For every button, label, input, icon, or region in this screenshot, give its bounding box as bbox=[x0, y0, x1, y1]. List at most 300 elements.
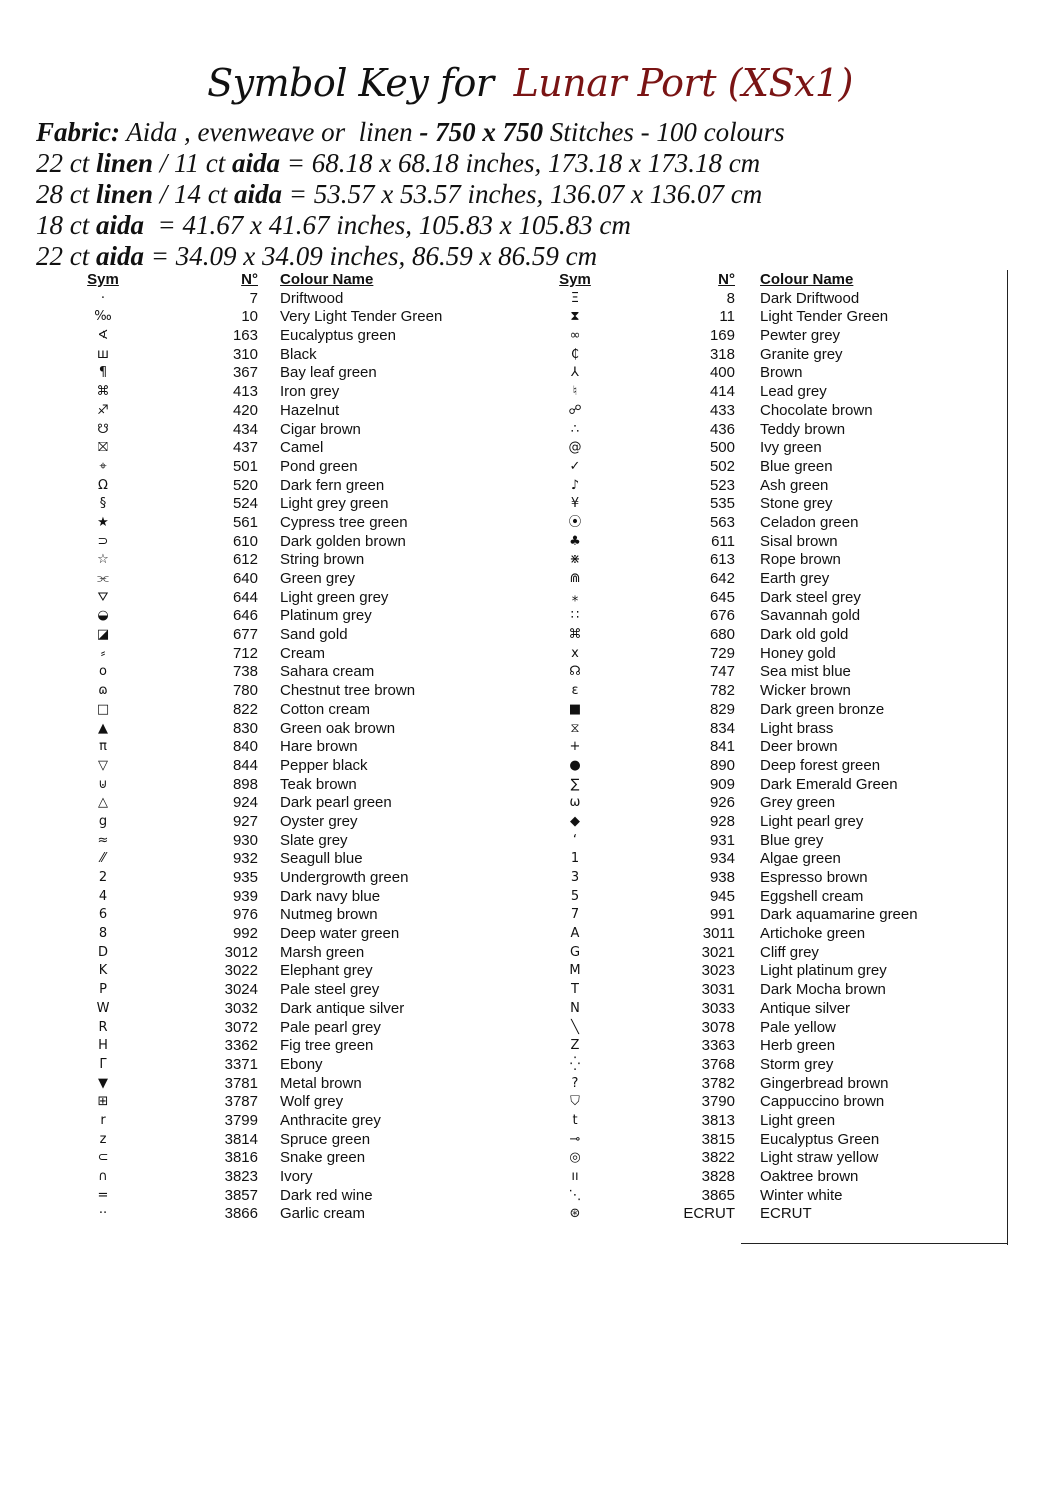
symbol-icon: ⁄⁄ bbox=[100, 851, 106, 867]
colour-name: Driftwood bbox=[280, 289, 344, 307]
symbol-icon: ╲ bbox=[571, 1019, 579, 1035]
colour-number: 3782 bbox=[701, 1074, 735, 1092]
symbol-icon: ⧗ bbox=[570, 309, 580, 325]
colour-number: 437 bbox=[232, 439, 258, 457]
colour-name: Metal brown bbox=[280, 1074, 362, 1092]
symbol-icon: ⌘ bbox=[96, 384, 110, 400]
colour-name: Light Tender Green bbox=[760, 308, 889, 326]
colour-number: 3857 bbox=[224, 1186, 258, 1204]
symbol-icon: ⋱ bbox=[568, 1187, 582, 1203]
size-count: / 11 ct bbox=[153, 148, 233, 178]
colour-name: Green grey bbox=[280, 570, 356, 587]
colour-number: 780 bbox=[232, 682, 258, 700]
colour-name: Nutmeg brown bbox=[280, 906, 378, 924]
colour-number: 3799 bbox=[224, 1111, 258, 1129]
colour-name: ECRUT bbox=[760, 1205, 812, 1223]
colour-number: 3813 bbox=[701, 1111, 735, 1129]
size-dimensions: = 53.57 x 53.57 inches, 136.07 x 136.07 cm bbox=[282, 179, 763, 209]
colour-name: Granite grey bbox=[760, 345, 843, 363]
symbol-icon: ⸗ bbox=[100, 645, 106, 661]
colour-name: Dark golden brown bbox=[280, 532, 406, 550]
colour-number: 642 bbox=[709, 570, 735, 587]
symbol-icon: ☆ bbox=[97, 552, 109, 568]
colour-number: 612 bbox=[232, 551, 258, 569]
colour-name: Dark antique silver bbox=[280, 999, 405, 1017]
symbol-icon: ⊍ bbox=[98, 776, 108, 792]
symbol-icon: ⌖ bbox=[99, 458, 107, 474]
colour-number: 3781 bbox=[224, 1074, 258, 1092]
colour-name: Pale steel grey bbox=[280, 981, 380, 999]
stitch-count: - 750 x 750 bbox=[419, 117, 544, 147]
size-fabric: aida bbox=[96, 210, 145, 240]
symbol-icon: H bbox=[98, 1038, 108, 1054]
symbol-icon: ∑ bbox=[570, 776, 580, 792]
colour-name: Winter white bbox=[760, 1186, 843, 1204]
symbol-icon: N bbox=[570, 1000, 580, 1016]
colour-number: 931 bbox=[709, 831, 735, 849]
fabric-label: Fabric: bbox=[36, 117, 120, 147]
size-dimensions: = 41.67 x 41.67 inches, 105.83 x 105.83 cm bbox=[144, 210, 631, 240]
colour-name: Teak brown bbox=[280, 775, 357, 793]
symbol-icon: ▽ bbox=[98, 757, 108, 773]
symbol-icon: ‘ bbox=[572, 832, 578, 848]
colour-name: Savannah gold bbox=[760, 607, 861, 625]
colour-number: 561 bbox=[232, 513, 258, 531]
colour-name: Cappuccino brown bbox=[760, 1093, 885, 1111]
colour-name: Iron grey bbox=[280, 383, 340, 401]
colour-number: 3362 bbox=[224, 1037, 258, 1055]
header-number: N° bbox=[241, 271, 258, 288]
colour-number: 738 bbox=[232, 663, 258, 681]
colour-name: Dark fern green bbox=[280, 476, 385, 494]
symbol-icon: △ bbox=[98, 795, 108, 811]
symbol-icon: ♪ bbox=[570, 477, 580, 493]
symbol-icon: K bbox=[98, 963, 108, 979]
colour-number: 502 bbox=[709, 457, 735, 475]
symbol-icon: ω bbox=[569, 795, 581, 811]
size-count: 22 ct bbox=[36, 241, 96, 271]
colour-number: 3787 bbox=[224, 1093, 258, 1111]
page-title bbox=[0, 58, 1060, 108]
colour-number: 367 bbox=[232, 364, 258, 382]
colour-number: 640 bbox=[232, 570, 258, 587]
symbol-icon: ■ bbox=[568, 701, 582, 717]
colour-number: 3865 bbox=[701, 1186, 735, 1204]
colour-number: 930 bbox=[232, 831, 258, 849]
symbol-icon: ⛉ bbox=[570, 1094, 580, 1110]
colour-number: 844 bbox=[232, 756, 258, 774]
colour-name: Chestnut tree brown bbox=[280, 682, 416, 700]
symbol-icon: ♣ bbox=[569, 533, 581, 549]
colour-name: Eucalyptus green bbox=[280, 327, 396, 345]
symbol-icon: x bbox=[571, 645, 579, 661]
colour-name: Chocolate brown bbox=[760, 401, 873, 419]
symbol-icon: t bbox=[572, 1112, 578, 1128]
colour-number: 3371 bbox=[224, 1055, 258, 1073]
symbol-icon: ‰ bbox=[94, 309, 112, 325]
symbol-icon: ☋ bbox=[97, 421, 109, 437]
symbol-icon: ·· bbox=[98, 1206, 108, 1222]
colour-number: 3022 bbox=[224, 962, 258, 980]
colour-number: 3011 bbox=[702, 925, 735, 943]
header-colour-name: Colour Name bbox=[760, 271, 854, 288]
colour-number: 11 bbox=[719, 308, 735, 326]
colour-number: 3024 bbox=[224, 981, 258, 999]
size-count: / 14 ct bbox=[153, 179, 235, 209]
colour-name: Cypress tree green bbox=[280, 513, 408, 531]
symbol-icon: ⊂ bbox=[97, 1150, 109, 1166]
colour-name: Ivory bbox=[280, 1168, 313, 1185]
size-fabric: aida bbox=[234, 179, 283, 209]
colour-number: 898 bbox=[232, 775, 258, 793]
symbol-icon: ⛛ bbox=[97, 589, 109, 605]
pattern-name: Lunar Port (XSx1) bbox=[513, 61, 853, 105]
symbol-icon: ⦿ bbox=[568, 514, 582, 530]
symbol-icon: ★ bbox=[97, 514, 109, 530]
colour-name: Oyster grey bbox=[280, 812, 358, 830]
colour-number: 433 bbox=[709, 401, 735, 419]
size-line-22-linen bbox=[36, 148, 785, 179]
colour-name: Oaktree brown bbox=[760, 1168, 859, 1185]
colour-name: Hare brown bbox=[280, 738, 358, 756]
symbol-icon: ш bbox=[97, 346, 109, 362]
header-number: N° bbox=[718, 271, 735, 288]
symbol-icon: ¶ bbox=[98, 365, 108, 381]
colour-number: 535 bbox=[709, 495, 735, 513]
colour-name: Platinum grey bbox=[280, 607, 372, 625]
colour-number: 841 bbox=[709, 738, 735, 756]
symbol-icon: ⊞ bbox=[97, 1094, 109, 1110]
colour-number: 400 bbox=[709, 364, 735, 382]
symbol-icon: Ω bbox=[98, 477, 108, 493]
symbol-icon: r bbox=[100, 1112, 106, 1128]
colour-name: Dark pearl green bbox=[280, 794, 392, 812]
symbol-icon: ∢ bbox=[97, 328, 109, 344]
symbol-icon: ☊ bbox=[569, 664, 581, 680]
fabric-info bbox=[36, 117, 785, 272]
colour-number: 676 bbox=[709, 607, 735, 625]
colour-number: 520 bbox=[232, 476, 258, 494]
colour-number: 3814 bbox=[224, 1130, 258, 1148]
symbol-icon: ⁎ bbox=[571, 589, 579, 605]
colour-name: Gingerbread brown bbox=[760, 1074, 889, 1092]
colour-number: 829 bbox=[709, 700, 735, 718]
colour-name: Light platinum grey bbox=[760, 962, 887, 980]
symbol-icon: ♮ bbox=[572, 384, 578, 400]
colour-number: 318 bbox=[709, 345, 735, 363]
colour-number: 3021 bbox=[701, 943, 735, 961]
symbol-icon: ∷ bbox=[570, 608, 580, 624]
colour-number: 3815 bbox=[701, 1130, 735, 1148]
symbol-icon: ☍ bbox=[568, 402, 582, 418]
colour-number: 729 bbox=[709, 644, 735, 662]
colour-name: Blue green bbox=[760, 457, 833, 475]
size-line-28-linen bbox=[36, 179, 785, 210]
symbol-icon: ⛝ bbox=[98, 440, 108, 456]
colour-name: Stone grey bbox=[760, 495, 833, 513]
symbol-icon: ♐ bbox=[97, 402, 109, 418]
colour-name: Sand gold bbox=[280, 626, 348, 644]
colour-name: Pale yellow bbox=[760, 1018, 836, 1036]
symbol-icon: 1 bbox=[570, 851, 580, 867]
colour-number: ECRUT bbox=[683, 1205, 735, 1223]
symbol-icon: ◆ bbox=[570, 813, 580, 829]
colour-number: 501 bbox=[232, 457, 258, 475]
symbol-icon: P bbox=[99, 982, 107, 998]
symbol-icon: ≈ bbox=[97, 832, 109, 848]
colour-name: Green oak brown bbox=[280, 719, 396, 737]
colour-name: Pale pearl grey bbox=[280, 1018, 381, 1036]
colour-number: 3790 bbox=[701, 1093, 735, 1111]
colour-name: Light pearl grey bbox=[760, 812, 864, 830]
symbol-icon: ⋒ bbox=[569, 571, 581, 586]
colour-number: 3072 bbox=[224, 1018, 258, 1036]
colour-name: Lead grey bbox=[760, 383, 827, 401]
size-dimensions: = 34.09 x 34.09 inches, 86.59 x 86.59 cm bbox=[144, 241, 598, 271]
colour-name: Snake green bbox=[280, 1149, 366, 1167]
symbol-icon: ⊛ bbox=[569, 1206, 581, 1222]
colour-name: Grey green bbox=[760, 794, 836, 812]
colour-number: 945 bbox=[709, 887, 735, 905]
colour-name: Ivy green bbox=[760, 439, 822, 457]
symbol-icon: ∩ bbox=[98, 1169, 108, 1184]
colour-number: 782 bbox=[709, 682, 735, 700]
colour-number: 909 bbox=[709, 775, 735, 793]
symbol-icon: ⊃ bbox=[97, 533, 109, 549]
symbol-icon: ◒ bbox=[97, 608, 109, 624]
colour-name: Light grey green bbox=[280, 495, 389, 513]
symbol-icon: @ bbox=[568, 440, 582, 456]
size-fabric: aida bbox=[96, 241, 145, 271]
colour-number: 8 bbox=[726, 289, 735, 307]
colour-name: Cream bbox=[280, 644, 326, 662]
colour-name: Pepper black bbox=[280, 756, 368, 774]
colour-number: 822 bbox=[232, 700, 258, 718]
symbol-icon: ◪ bbox=[96, 627, 110, 643]
colour-number: 434 bbox=[232, 420, 258, 438]
symbol-icon: Z bbox=[570, 1038, 580, 1054]
colour-name: Elephant grey bbox=[280, 962, 373, 980]
colour-name: Camel bbox=[280, 439, 324, 457]
colour-number: 932 bbox=[232, 850, 258, 868]
symbol-icon: ? bbox=[571, 1075, 579, 1091]
symbol-icon: ⅄ bbox=[571, 365, 579, 381]
header-sym: Sym bbox=[559, 271, 591, 288]
colour-number: 677 bbox=[232, 626, 258, 644]
colour-number: 830 bbox=[232, 719, 258, 737]
colour-number: 646 bbox=[232, 607, 258, 625]
colour-name: Light green grey bbox=[280, 588, 389, 606]
symbol-icon: M bbox=[569, 963, 581, 979]
symbol-icon: ɷ bbox=[98, 683, 108, 699]
colour-number: 10 bbox=[241, 308, 258, 326]
colour-number: 939 bbox=[232, 887, 258, 905]
colour-name: Espresso brown bbox=[760, 869, 868, 886]
symbol-icon: · bbox=[100, 290, 106, 306]
symbol-icon: G bbox=[569, 944, 581, 960]
symbol-icon: ◎ bbox=[569, 1150, 581, 1166]
colour-number: 3866 bbox=[224, 1205, 258, 1223]
symbol-icon: ⊸ bbox=[569, 1131, 581, 1147]
colour-number: 935 bbox=[232, 869, 258, 886]
colour-number: 992 bbox=[232, 925, 258, 943]
colour-name: Light brass bbox=[760, 719, 834, 737]
colour-name: Dark old gold bbox=[760, 626, 849, 644]
colour-number: 645 bbox=[709, 588, 735, 606]
colour-number: 500 bbox=[709, 439, 735, 457]
colour-number: 3023 bbox=[701, 962, 735, 980]
colour-number: 3822 bbox=[701, 1149, 735, 1167]
colour-number: 613 bbox=[709, 551, 735, 569]
colour-number: 414 bbox=[709, 383, 735, 401]
symbol-icon: ⁛ bbox=[569, 1056, 581, 1072]
colour-number: 938 bbox=[709, 869, 735, 886]
size-count: 28 ct bbox=[36, 179, 96, 209]
colour-name: Dark green bronze bbox=[760, 700, 885, 718]
symbol-icon: 2 bbox=[98, 870, 108, 885]
colour-name: Undergrowth green bbox=[280, 869, 409, 886]
header-sym: Sym bbox=[87, 271, 119, 288]
symbol-icon: ▲ bbox=[98, 720, 108, 736]
colour-name: Dark Mocha brown bbox=[760, 981, 886, 999]
symbol-icon: ∴ bbox=[570, 421, 580, 437]
colour-number: 7 bbox=[249, 289, 258, 307]
colour-name: Dark red wine bbox=[280, 1186, 373, 1204]
colour-name: Storm grey bbox=[760, 1055, 834, 1073]
colour-name: Rope brown bbox=[760, 551, 841, 569]
size-line-18-aida bbox=[36, 210, 785, 241]
colour-name: Wolf grey bbox=[280, 1093, 344, 1111]
colour-name: Brown bbox=[760, 364, 803, 382]
symbol-icon: R bbox=[98, 1019, 108, 1035]
colour-number: 927 bbox=[232, 812, 258, 830]
colour-number: 524 bbox=[232, 495, 258, 513]
symbol-icon: □ bbox=[96, 701, 110, 717]
colour-number: 976 bbox=[232, 906, 258, 924]
table-bottom-border bbox=[741, 1243, 1008, 1244]
colour-name: Ebony bbox=[280, 1055, 323, 1073]
colour-number: 3032 bbox=[224, 999, 258, 1017]
colour-name: Artichoke green bbox=[760, 925, 866, 943]
colour-number: 747 bbox=[709, 663, 735, 681]
symbol-icon: D bbox=[97, 944, 108, 960]
colour-number: 834 bbox=[709, 719, 735, 737]
size-count: 22 ct bbox=[36, 148, 96, 178]
symbol-icon: ● bbox=[569, 757, 581, 773]
colour-number: 163 bbox=[232, 327, 258, 345]
colour-number: 3823 bbox=[224, 1168, 258, 1185]
colour-name: Teddy brown bbox=[760, 420, 846, 438]
symbol-icon: Ξ bbox=[570, 290, 580, 306]
colour-number: 644 bbox=[232, 588, 258, 606]
colour-name: Blue grey bbox=[760, 831, 824, 849]
colour-name: Anthracite grey bbox=[280, 1111, 381, 1129]
colour-number: 169 bbox=[709, 327, 735, 345]
symbol-icon: ✓ bbox=[569, 458, 581, 474]
symbol-icon: + bbox=[569, 739, 581, 755]
colour-name: Fig tree green bbox=[280, 1037, 374, 1055]
colour-number: 924 bbox=[232, 794, 258, 812]
symbol-icon: T bbox=[571, 982, 579, 998]
colour-name: Dark aquamarine green bbox=[760, 906, 918, 924]
colour-name: Deep water green bbox=[280, 925, 400, 943]
symbol-icon: W bbox=[96, 1000, 110, 1016]
colour-number: 413 bbox=[232, 383, 258, 401]
symbol-icon: ɛ bbox=[571, 683, 579, 699]
symbol-icon: = bbox=[97, 1187, 109, 1203]
fabric-types: Aida , evenweave or linen bbox=[120, 117, 420, 147]
colour-number: 3031 bbox=[701, 981, 735, 999]
colour-number: 840 bbox=[232, 738, 258, 756]
symbol-icon: g bbox=[98, 813, 108, 829]
symbol-icon: Γ bbox=[99, 1056, 107, 1072]
colour-name: Cliff grey bbox=[760, 943, 819, 961]
colour-name: Antique silver bbox=[760, 999, 851, 1017]
colour-name: Cotton cream bbox=[280, 700, 371, 718]
symbol-icon: 4 bbox=[98, 888, 108, 904]
colour-name: Dark Driftwood bbox=[760, 289, 860, 307]
colour-number: 928 bbox=[709, 812, 735, 830]
colour-name: Dark Emerald Green bbox=[760, 775, 898, 793]
size-count: 18 ct bbox=[36, 210, 96, 240]
colour-number: 436 bbox=[709, 420, 735, 438]
colour-name: Honey gold bbox=[760, 644, 836, 662]
symbol-icon: ¥ bbox=[570, 496, 580, 512]
colour-name: Cigar brown bbox=[280, 420, 361, 438]
colour-name: Sahara cream bbox=[280, 663, 375, 681]
size-line-22-aida bbox=[36, 241, 785, 272]
table-right-border bbox=[1007, 270, 1008, 1245]
symbol-icon: ⧖ bbox=[570, 720, 580, 736]
colour-name: Deep forest green bbox=[760, 756, 881, 774]
colour-name: Sea mist blue bbox=[760, 663, 851, 681]
colour-name: String brown bbox=[280, 551, 365, 569]
colour-name: Dark navy blue bbox=[280, 887, 381, 905]
colour-number: 926 bbox=[709, 794, 735, 812]
colour-number: 934 bbox=[709, 850, 735, 868]
colour-number: 3033 bbox=[701, 999, 735, 1017]
colour-name: Wicker brown bbox=[760, 682, 851, 700]
symbol-icon: 7 bbox=[570, 907, 580, 923]
colour-name: Herb green bbox=[760, 1037, 836, 1055]
colour-name: Slate grey bbox=[280, 831, 348, 849]
colour-name: Marsh green bbox=[280, 943, 365, 961]
colour-name: Sisal brown bbox=[760, 532, 838, 550]
symbol-icon: ▼ bbox=[98, 1075, 108, 1091]
colour-name: Algae green bbox=[760, 850, 841, 868]
colour-number: 890 bbox=[709, 756, 735, 774]
symbol-icon: o bbox=[99, 664, 107, 680]
symbol-icon: ⌘ bbox=[568, 627, 582, 643]
size-dimensions: = 68.18 x 68.18 inches, 173.18 x 173.18 cm bbox=[280, 148, 761, 178]
symbol-icon: § bbox=[99, 496, 107, 512]
title-prefix: Symbol Key for bbox=[207, 61, 494, 105]
colour-number: 3012 bbox=[224, 943, 258, 961]
colour-number: 3768 bbox=[701, 1055, 735, 1073]
symbol-icon: A bbox=[570, 926, 580, 942]
symbol-icon: 8 bbox=[98, 926, 108, 942]
colour-name: Black bbox=[280, 345, 317, 363]
symbol-icon: 3 bbox=[570, 870, 580, 885]
colour-name: Dark steel grey bbox=[760, 588, 861, 606]
colour-number: 991 bbox=[709, 906, 735, 924]
colour-number: 420 bbox=[232, 401, 258, 419]
colour-number: 712 bbox=[232, 644, 258, 662]
colour-number: 610 bbox=[232, 532, 258, 550]
size-fabric: aida bbox=[232, 148, 281, 178]
stitch-colours: Stitches - 100 colours bbox=[543, 117, 785, 147]
symbol-icon: z bbox=[99, 1131, 107, 1147]
